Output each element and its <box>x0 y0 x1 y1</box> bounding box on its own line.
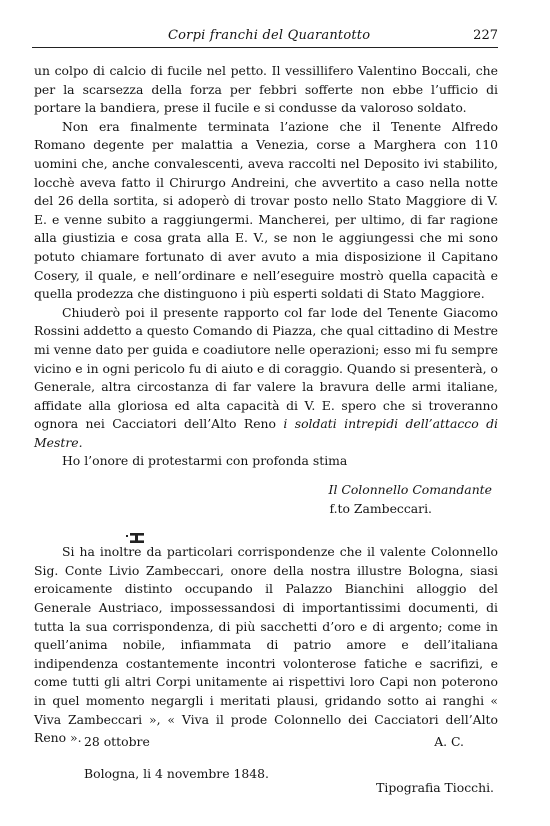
running-header <box>32 26 502 48</box>
paragraph-3-text: Chiuderò poi il presente rapporto col far lode del Tenente Giacomo Rossini addetto a questo Comando di Piazza, che qual cittadino di Mestre mi venne dato per guida e coadiutore nelle operazioni; esso mi fu sempre vicino e in ogni pericolo fu di aiuto e di coraggio. Quando si presenterà, o Generale, altra circostanza di far valere la bravura delle armi italiane, affidate alla gloriosa ed alta capacità di V. E. spero che si troveranno ognora nei Cacciatori dell’Alto Reno <box>34 304 498 432</box>
place-date: Bologna, li 4 novembre 1848. <box>84 766 269 781</box>
running-title: Corpi franchi del Quarantotto <box>168 28 371 43</box>
signature-name: f.to Zambeccari. <box>329 500 432 516</box>
header-rule <box>32 47 498 48</box>
date-line <box>34 734 498 754</box>
paragraph-4: Ho l’onore di protestarmi con profonda stima <box>62 453 348 469</box>
imprint-line <box>34 766 498 795</box>
letter-body <box>34 62 498 748</box>
paragraph-3-italic: i soldati intrepidi dell’attacco di Mestre. <box>34 416 498 450</box>
printer-name: Tipografia Tiocchi. <box>376 780 494 795</box>
paragraph-2: Non era finalmente terminata l’azione che il Tenente Alfredo Romano degente per malattia a Venezia, corse a Marghera con 110 uomini che, anche convalescenti, aveva raccolti nel Deposito ivi stabilito, locchè aveva fatto il Chirurgo Andreini, che avvertito a caso nella notte del 26 della sortita, si adoperò di trovar posto nello Stato Maggiore di V. E. e venne subito a raggiungermi. Mancherei, per ultimo, di far ragione alla giustizia e cosa grata alla E. V., se non le aggiungessi che mi sono potuto chiamare fortunato di aver avuto a mia disposizione il Capitano Cosery, il quale, e nell’ordinare e nell’eseguire mostrò quella capacità e quella prodezza che distinguono i più esperti soldati di Stato Maggiore. <box>34 118 498 302</box>
paragraph-3 <box>34 304 498 453</box>
signature-title: Il Colonnello Comandante <box>328 482 492 498</box>
news-paragraph: Si ha inoltre da particolari corrispondenze che il valente Colonnello Sig. Conte Livio Zambeccari, onore della nostra illustre Bologna, siasi eroicamente distinto occupando il Palazzo Bianchini alloggio del Generale Austriaco, impossessandosi di importantissimi documenti, di tutta la sua corrispondenza, di più sacchetti d’oro e di argento; come in quell’anima nobile, infiammata di patrio amore e dell’italiana indipendenza costantemente incontri volonterose fatiche e sacrifizi, e come tutti gli altri Corpi unitamente ai rispettivi loro Capi non poterono in quel momento negargli i meritati plausi, gridando sotto ai ranghi « Viva Zambeccari », « Viva il prode Colonnello dei Cacciatori dell’Alto Reno ». <box>34 544 498 746</box>
page-number: 227 <box>473 28 498 43</box>
letter-date: 28 ottobre <box>84 734 150 749</box>
author-initials: A. C. <box>434 734 464 749</box>
paragraph-1: un colpo di calcio di fucile nel petto. Il vessillifero Valentino Boccali, che per la scarsezza della forza per febbri sofferte non ebbe l’ufficio di portare la bandiera, prese il fucile e si condusse da valoroso soldato. <box>34 63 498 116</box>
